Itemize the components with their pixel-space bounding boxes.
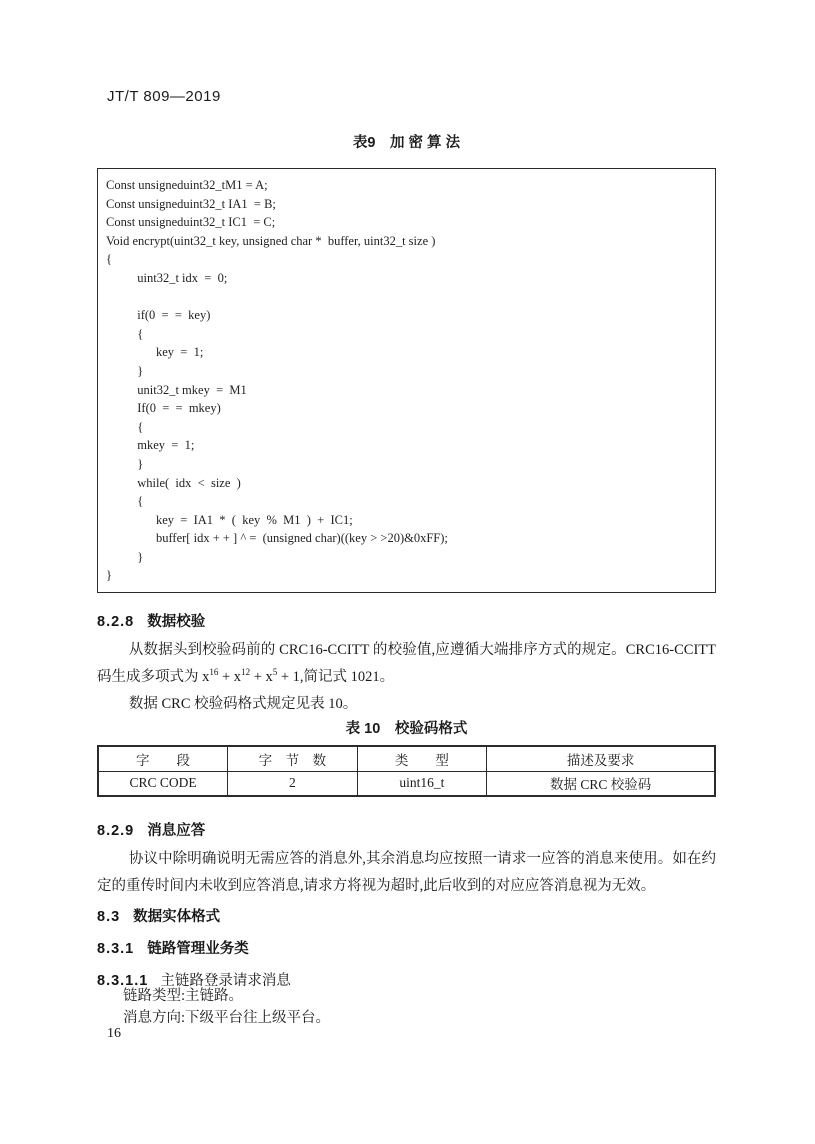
table10-caption: 表 10 校验码格式 [345,721,468,737]
page-number: 16 [107,1026,121,1041]
table-cell-type: uint16_t [357,771,487,796]
exponent: 5 [272,666,278,677]
code-line: { [106,252,112,267]
code-line: { [106,494,144,509]
code-line: Void encrypt(uint32_t key, unsigned char * buffer, uint32_t size ) [106,233,436,248]
table-row [98,771,715,796]
code-line: } [106,456,144,471]
exponent: 12 [241,666,251,677]
code-line: buffer[ idx + + ] ^ = (unsigned char)((key > >20)&0xFF); [106,531,448,546]
section-title: 主链路登录请求消息 [160,973,291,989]
crc-description-paragraph [97,637,716,690]
table-cell-description: 数据 CRC 校验码 [487,771,715,796]
table9-caption: 表9 加 密 算 法 [352,135,461,151]
table-header-cell-type: 类 型 [357,746,487,771]
table-cell-field: CRC CODE [98,771,228,796]
code-line: Const unsigneduint32_t IC1 = C; [106,215,276,230]
section-heading-8-2-9 [97,819,205,840]
section-title: 数据校验 [147,614,206,630]
para-text: 从数据头到校验码前的 CRC16-CCITT 的校验值,应遵循大端排序方式的规定。CRC16-CCITT 码生成多项式为 x [97,642,716,685]
code-line [106,288,709,307]
table-cell-bytes: 2 [228,771,358,796]
message-response-paragraph: 协议中除明确说明无需应答的消息外,其余消息均应按照一请求一应答的消息来使用。如在约定的重传时间内未收到应答消息,请求方将视为超时,此后收到的对应应答消息视为无效。 [97,851,716,894]
crc-format-reference: 数据 CRC 校验码格式规定见表 10。 [128,696,358,712]
code-line: key = 1; [106,345,204,360]
section-heading-8-3-1 [97,937,249,958]
exponent: 16 [209,666,219,677]
section-heading-8-2-8 [97,610,205,631]
code-line: { [106,419,144,434]
para-text: + x [218,668,242,685]
code-line: } [106,549,144,564]
table-header-cell-bytes: 字 节 数 [228,746,358,771]
section-number: 8.2.8 [97,614,135,630]
section-title: 消息应答 [147,823,206,839]
section-number: 8.3.1 [97,941,135,957]
para-text: + 1,简记式 1021。 [277,668,395,685]
section-number: 8.3.1.1 [97,973,149,989]
section-title: 数据实体格式 [133,909,221,925]
section-title: 链路管理业务类 [147,941,249,957]
code-line: Const unsigneduint32_tM1 = A; [106,178,268,192]
section-heading-8-3 [97,905,220,926]
table9-code-block [97,168,716,593]
table-header-cell-description: 描述及要求 [487,746,715,771]
table-header-cell-field: 字 段 [98,746,228,771]
code-line: Const unsigneduint32_t IA1 = B; [106,196,276,211]
code-line: } [106,363,144,378]
code-line: if(0 = = key) [106,308,211,323]
code-line: mkey = 1; [106,438,195,453]
code-line: uint32_t idx = 0; [106,270,228,285]
message-direction-line: 消息方向:下级平台往上级平台。 [123,1010,331,1026]
code-line: { [106,326,144,341]
section-number: 8.3 [97,909,121,925]
code-line: } [106,568,112,583]
table-header-row [98,746,715,771]
code-line: unit32_t mkey = M1 [106,382,247,397]
code-line: key = IA1 * ( key % M1 ) + IC1; [106,512,353,527]
code-line: while( idx < size ) [106,475,241,490]
link-type-line: 链路类型:主链路。 [123,988,244,1004]
section-number: 8.2.9 [97,823,135,839]
code-line: If(0 = = mkey) [106,401,221,416]
para-text: + x [250,668,273,685]
table10-checksum-format [97,745,716,797]
running-header: JT/T 809—2019 [107,88,221,105]
